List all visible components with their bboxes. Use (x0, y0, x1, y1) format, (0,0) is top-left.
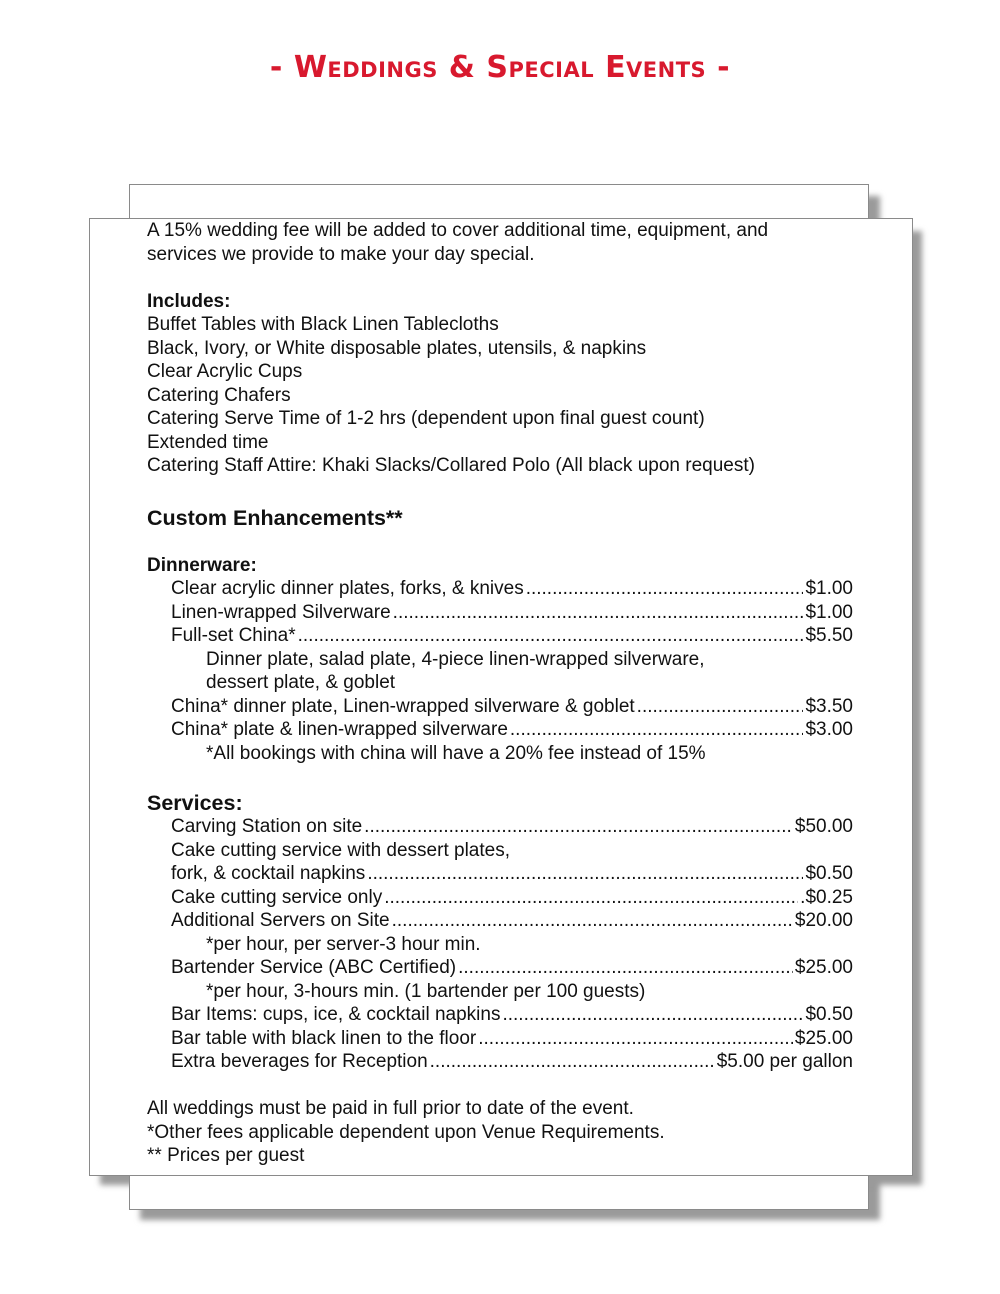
price-row (147, 695, 853, 719)
price-row (147, 1003, 853, 1027)
price-row (147, 601, 853, 625)
footer-note: ** Prices per guest (147, 1145, 305, 1166)
enhancements-heading: Custom Enhancements** (147, 505, 403, 530)
dot-leader (502, 1003, 803, 1027)
item-price: $0.50 (805, 1004, 853, 1025)
includes-item: Catering Serve Time of 1-2 hrs (dependent upon final guest count) (147, 408, 705, 429)
price-row (147, 815, 853, 839)
item-label: China* dinner plate, Linen-wrapped silverware & goblet (171, 695, 635, 717)
item-price: $3.00 (805, 719, 853, 740)
footer-note: *Other fees applicable dependent upon Venue Requirements. (147, 1121, 665, 1143)
price-row (147, 624, 853, 648)
item-price: $1.00 (805, 578, 853, 599)
dot-leader (458, 956, 793, 980)
item-label: Clear acrylic dinner plates, forks, & knives (171, 578, 524, 599)
dot-leader (393, 601, 804, 625)
item-label: Additional Servers on Site (171, 910, 390, 931)
includes-item: Black, Ivory, or White disposable plates, utensils, & napkins (147, 337, 647, 359)
dot-leader (637, 695, 804, 719)
item-label: Bartender Service (ABC Certified) (171, 957, 457, 978)
price-row (147, 862, 853, 886)
intro-line: A 15% wedding fee will be added to cover additional time, equipment, and (147, 220, 769, 241)
menu-content (147, 219, 853, 1168)
item-label: China* plate & linen-wrapped silverware (171, 719, 508, 740)
price-row (147, 1050, 853, 1074)
item-price: $0.50 (805, 863, 853, 884)
item-price: $1.00 (805, 601, 853, 623)
footer-note: All weddings must be paid in full prior to date of the event. (147, 1098, 634, 1119)
item-note: dessert plate, & goblet (206, 672, 396, 693)
item-label: Full-set China* (171, 625, 296, 646)
includes-item: Catering Chafers (147, 384, 291, 406)
includes-item: Buffet Tables with Black Linen Tablecloths (147, 314, 499, 335)
item-label: Cake cutting service only (171, 886, 383, 908)
item-label: Bar Items: cups, ice, & cocktail napkins (171, 1004, 501, 1025)
dot-leader (367, 862, 803, 886)
item-label: Carving Station on site (171, 816, 363, 837)
item-price: $3.50 (805, 695, 853, 717)
item-price: $25.00 (794, 957, 853, 978)
item-price: $50.00 (794, 816, 853, 837)
item-price: $5.50 (805, 625, 853, 646)
page-title: - Weddings & Special Events - (269, 50, 731, 85)
price-row (147, 886, 853, 910)
includes-item: Catering Staff Attire: Khaki Slacks/Collared Polo (All black upon request) (147, 455, 755, 476)
price-row (147, 956, 853, 980)
china-note: *All bookings with china will have a 20% fee instead of 15% (206, 742, 706, 764)
item-label: Bar table with black linen to the floor (171, 1027, 477, 1049)
price-row (147, 577, 853, 601)
item-label: Extra beverages for Reception (171, 1051, 428, 1072)
item-note: Dinner plate, salad plate, 4-piece linen-wrapped silverware, (206, 648, 705, 670)
item-price: .$0.25 (800, 886, 853, 908)
dot-leader (384, 886, 798, 910)
price-row (147, 1027, 853, 1051)
intro-line: services we provide to make your day special. (147, 243, 535, 265)
includes-heading: Includes: (147, 290, 231, 312)
services-heading: Services: (147, 791, 243, 815)
item-label-line: Cake cutting service with dessert plates, (171, 839, 510, 861)
item-note: *per hour, 3-hours min. (1 bartender per 100 guests) (206, 980, 646, 1002)
dot-leader (526, 577, 804, 601)
dot-leader (392, 909, 793, 933)
dot-leader (364, 815, 793, 839)
dinnerware-heading: Dinnerware: (147, 554, 257, 576)
price-row (147, 909, 853, 933)
includes-item: Extended time (147, 431, 269, 453)
item-note: *per hour, per server-3 hour min. (206, 933, 481, 955)
item-label: fork, & cocktail napkins (171, 863, 366, 884)
dot-leader (510, 718, 804, 742)
includes-item: Clear Acrylic Cups (147, 361, 303, 382)
item-price: $20.00 (794, 910, 853, 931)
item-label: Linen-wrapped Silverware (171, 601, 391, 623)
item-price: $5.00 per gallon (716, 1051, 853, 1072)
dot-leader (298, 624, 804, 648)
dot-leader (430, 1050, 715, 1074)
price-row (147, 718, 853, 742)
dot-leader (478, 1027, 793, 1051)
item-price: $25.00 (794, 1027, 853, 1049)
